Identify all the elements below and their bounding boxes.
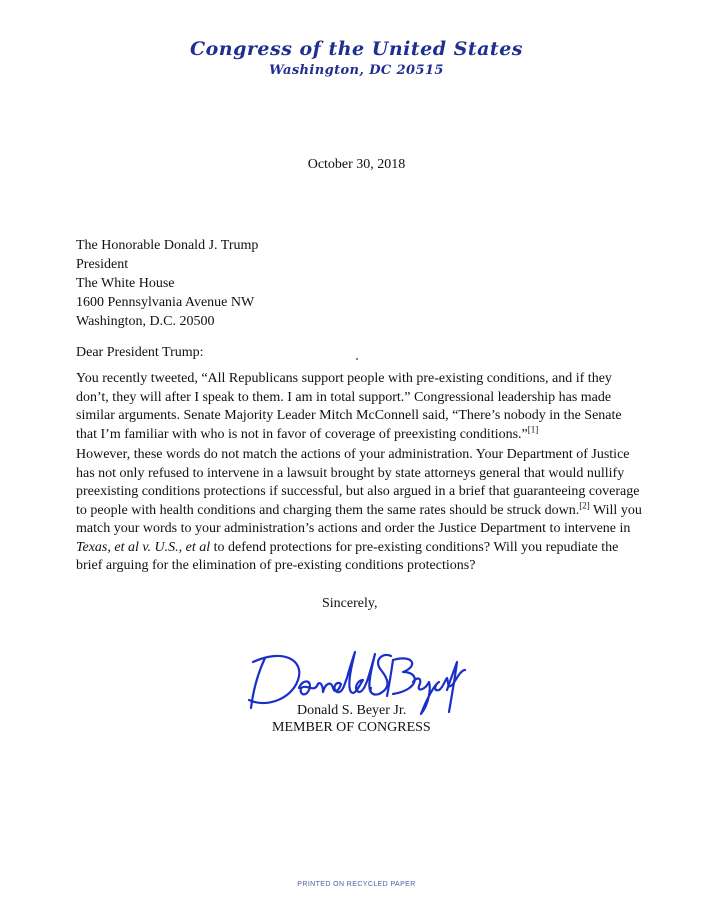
recipient-line: The White House [76, 276, 175, 291]
salutation: Dear President Trump: [76, 345, 204, 360]
recipient-line: Washington, D.C. 20500 [76, 314, 215, 329]
paragraph-text: Will you match your words to your administration’s actions and order the Justice Department to intervene in [76, 502, 642, 536]
letter-date: October 30, 2018 [307, 157, 406, 172]
letterhead [0, 38, 713, 80]
signer-title: MEMBER OF CONGRESS [272, 720, 431, 735]
letterhead-address: Washington, DC 20515 [269, 63, 444, 78]
case-name: Texas, et al v. U.S., et al [76, 539, 211, 555]
body-paragraph-1 [76, 370, 646, 444]
recipient-line: 1600 Pennsylvania Avenue NW [76, 295, 255, 310]
paragraph-text: You recently tweeted, “All Republicans support people with pre-existing conditions, and if they don’t, they will after I speak to them. I am in total support.” Congressional leadership has made similar arguments. Senate Majority Leader Mitch McConnell said, “There’s nobody in the Senate that I’m familiar with who is not in favor of coverage of preexisting conditions.” [76, 371, 622, 442]
letterhead-organization: Congress of the United States [190, 38, 523, 60]
signer-name: Donald S. Beyer Jr. [297, 703, 407, 718]
signer-block [272, 702, 431, 736]
body-paragraph-2 [76, 446, 646, 576]
footnote-marker: [1] [527, 423, 539, 434]
recipient-line: President [76, 257, 129, 272]
footnote-marker: [2] [579, 499, 590, 510]
recycled-paper-footer: PRINTED ON RECYCLED PAPER [297, 881, 416, 888]
paragraph-text: to defend protections for pre-existing conditions? Will you repudiate the brief arguing for the elimination of pre-existing conditions protections? [76, 539, 619, 573]
closing: Sincerely, [322, 596, 378, 611]
paragraph-text: However, these words do not match the actions of your administration. Your Department of Justice has not only refused to intervene in a lawsuit brought by state attorneys general that would nullify preexisting conditions protections if successful, but also argued in a brief that guaranteeing coverage to people with health conditions and charging them the same rates should be struck down. [76, 447, 640, 518]
scan-speck [356, 358, 358, 360]
recipient-address-block [76, 236, 258, 331]
recipient-line: The Honorable Donald J. Trump [76, 238, 259, 253]
